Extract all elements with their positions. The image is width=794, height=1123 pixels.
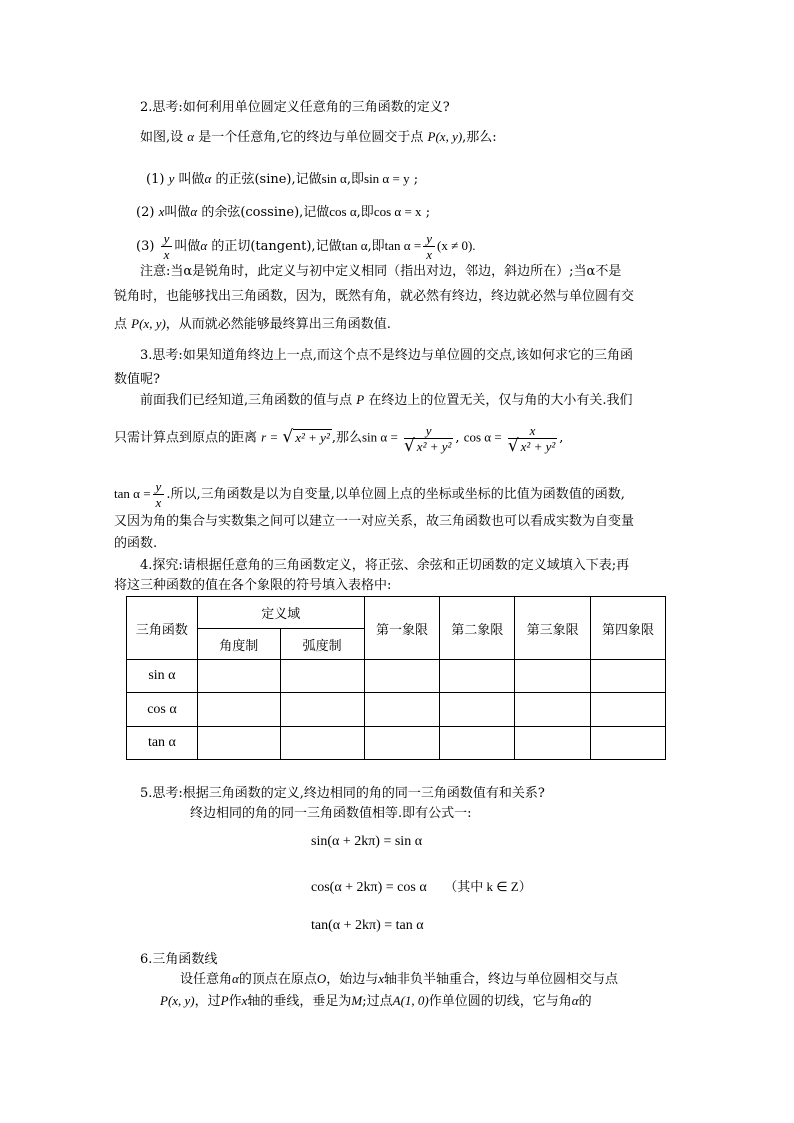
cell-blank[interactable] (591, 693, 666, 727)
col-header-q1: 第一象限 (364, 597, 440, 660)
sign-table (126, 596, 666, 760)
s3-para5: 的函数. (114, 536, 158, 551)
s2-intro: 如图,设 α 是一个任意角,它的终边与单位圆交于点 P(x, y),那么: (140, 129, 497, 145)
row-label-tan: tan α (127, 727, 198, 760)
s5-body: 终边相同的角的同一三角函数值相等.即有公式一: (190, 806, 472, 821)
s3-para4: 又因为角的集合与实数集之间可以建立一一对应关系，故三角函数也可以看成实数为自变量 (114, 514, 635, 529)
col-header-q2: 第二象限 (440, 597, 515, 660)
formula-tan: tan(α + 2kπ) = tan α (311, 918, 424, 933)
s6-title: 6.三角函数线 (140, 952, 218, 967)
cell-blank[interactable] (197, 660, 280, 693)
s3-para3: tan α = $\frac{y}{x}$ .所以,三角函数是以为自变量,以单位圆上点的坐标或坐标的比值为函数值的函数, (114, 479, 625, 510)
cell-blank[interactable] (197, 727, 280, 760)
s4-title-line1: 4.探究:请根据任意角的三角函数定义，将正弦、余弦和正切函数的定义域填入下表;再 (140, 558, 630, 573)
cell-blank[interactable] (280, 693, 364, 727)
cell-blank[interactable] (515, 727, 591, 760)
s2-note-line3: 点 P(x, y)，从而就必然能够最终算出三角函数值. (114, 316, 391, 332)
row-label-cos: cos α (127, 693, 198, 727)
s4-title-line2: 将这三种函数的值在各个象限的符号填入表格中: (114, 578, 392, 593)
col-header-radian: 弧度制 (280, 629, 364, 660)
cell-blank[interactable] (515, 660, 591, 693)
cell-blank[interactable] (440, 660, 515, 693)
cell-blank[interactable] (364, 727, 440, 760)
table-row (127, 727, 666, 760)
col-header-func: 三角函数 (127, 597, 198, 660)
cell-blank[interactable] (591, 727, 666, 760)
cell-blank[interactable] (364, 660, 440, 693)
cell-blank[interactable] (364, 693, 440, 727)
formula-cos: cos(α + 2kπ) = cos α （其中 k ∈ Z） (311, 879, 532, 895)
s2-title: 2.思考:如何利用单位圆定义任意角的三角函数的定义? (140, 100, 450, 115)
s5-title: 5.思考:根据三角函数的定义,终边相同的角的同一三角函数值有和关系? (140, 786, 545, 801)
s2-tangent-def: (3) $\frac{y}{x}$ 叫做α 的正切(tangent),记做tan α,即tan α = $\frac{y}{x}$ (x ≠ 0). (136, 231, 476, 262)
col-header-domain: 定义域 (197, 597, 364, 629)
s2-note-line1: 注意:当α是锐角时，此定义与初中定义相同（指出对边，邻边，斜边所在）;当α不是 (140, 264, 622, 279)
s3-para2: 只需计算点到原点的距离 r = √ x² + y² ,那么sin α = $\frac{y}{\text{√ x² + y²}}$ , cos α = $\frac{x}{\text{√ x² + y²}}$ , (114, 422, 564, 456)
cell-blank[interactable] (197, 693, 280, 727)
s2-note-line2: 锐角时，也能够找出三角函数，因为，既然有角，就必然有终边，终边就必然与单位圆有交 (114, 289, 635, 304)
s2-sine-def: (1) y 叫做α 的正弦(sine),记做sin α,即sin α = y ; (146, 171, 419, 187)
s3-title-line2: 数值呢? (114, 372, 160, 387)
table-row (127, 693, 666, 727)
col-header-degree: 角度制 (197, 629, 280, 660)
cell-blank[interactable] (280, 727, 364, 760)
cell-blank[interactable] (515, 693, 591, 727)
s3-title-line1: 3.思考:如果知道角终边上一点,而这个点不是终边与单位圆的交点,该如何求它的三角函 (140, 348, 634, 363)
row-label-sin: sin α (127, 660, 198, 693)
cell-blank[interactable] (591, 660, 666, 693)
cell-blank[interactable] (440, 727, 515, 760)
table-row (127, 660, 666, 693)
s6-body-line2: P(x, y)，过P作x轴的垂线，垂足为M;过点A(1, 0)作单位圆的切线，它与角α的 (160, 993, 592, 1009)
s6-body-line1: 设任意角α的顶点在原点O，始边与x轴非负半轴重合，终边与单位圆相交与点 (180, 971, 619, 987)
s3-para1: 前面我们已经知道,三角函数的值与点 P 在终边上的位置无关，仅与角的大小有关.我们 (140, 392, 633, 408)
cell-blank[interactable] (440, 693, 515, 727)
col-header-q4: 第四象限 (591, 597, 666, 660)
formula-sin: sin(α + 2kπ) = sin α (311, 834, 423, 849)
col-header-q3: 第三象限 (515, 597, 591, 660)
s2-cosine-def: (2) x叫做α 的余弦(cossine),记做cos α,即cos α = x ; (136, 204, 431, 220)
cell-blank[interactable] (280, 660, 364, 693)
